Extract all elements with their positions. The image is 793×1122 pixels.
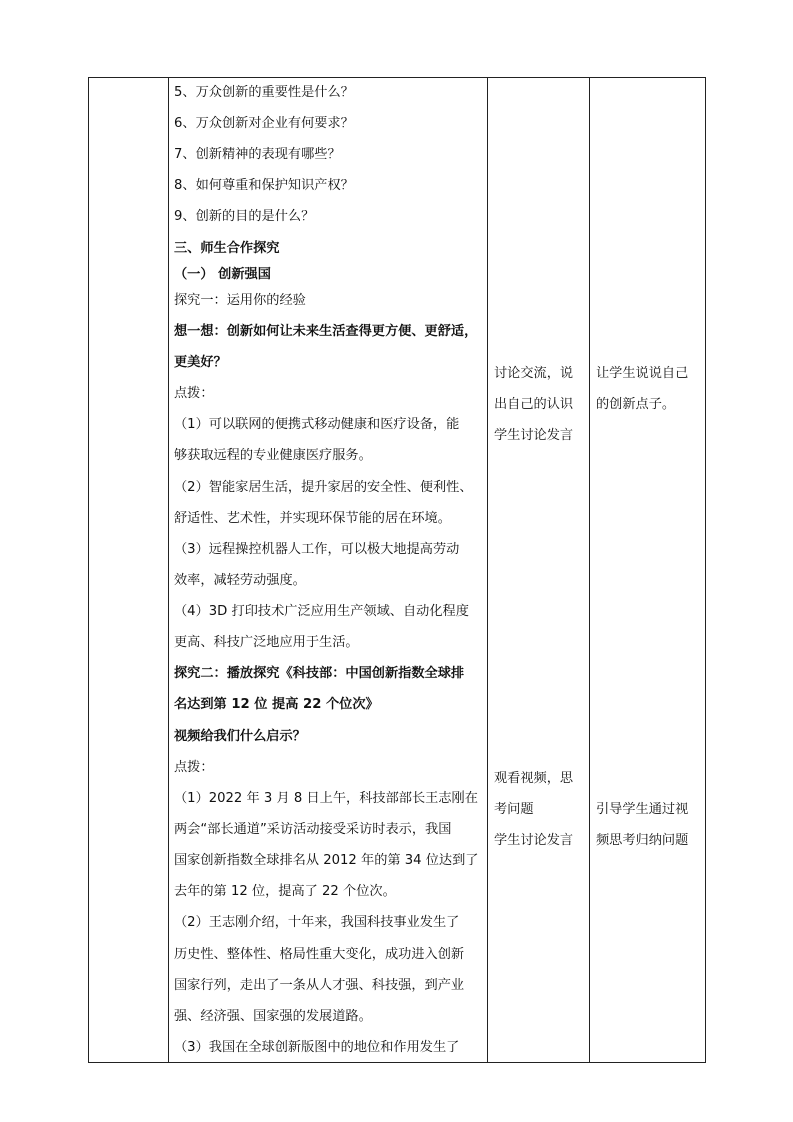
- content-line: 更美好？: [174, 355, 227, 370]
- content-line: 效率，减轻劳动强度。: [174, 573, 306, 588]
- content-line: 强、经济强、国家强的发展道路。: [174, 1009, 372, 1024]
- content-line: 点拨：: [174, 760, 214, 775]
- content-line: 5、万众创新的重要性是什么？: [174, 85, 354, 100]
- design-intent-line: 让学生说说自己: [596, 366, 689, 381]
- content-line: 名达到第 12 位 提高 22 个位次》: [174, 697, 379, 712]
- content-line: 去年的第 12 位，提高了 22 个位次。: [174, 884, 396, 899]
- student-activity-line: 出自己的认识: [494, 397, 574, 412]
- content-line: 舒适性、艺术性，并实现环保节能的居在环境。: [174, 511, 451, 526]
- content-heading: 三、师生合作探究: [174, 241, 280, 256]
- content-line: （2）智能家居生活，提升家居的安全性、便利性、: [174, 480, 473, 495]
- content-line: （3）远程操控机器人工作，可以极大地提高劳动: [174, 542, 460, 557]
- student-activity-line: 讨论交流，说: [494, 366, 574, 381]
- content-line: 9、创新的目的是什么？: [174, 209, 315, 224]
- design-intent-line: 的创新点子。: [596, 397, 676, 412]
- content-line: 国家行列，走出了一条从人才强、科技强，到产业: [174, 978, 465, 993]
- content-line: 点拨：: [174, 386, 214, 401]
- design-intent-line: 频思考归纳问题: [596, 833, 689, 848]
- content-line: （4）3D 打印技术广泛应用生产领域、自动化程度: [174, 604, 469, 619]
- content-line: 探究二：播放探究《科技部：中国创新指数全球排: [174, 666, 465, 681]
- content-line: 历史性、整体性、格局性重大变化，成功进入创新: [174, 947, 465, 962]
- content-line: （1）可以联网的便携式移动健康和医疗设备，能: [174, 417, 460, 432]
- content-line: 视频给我们什么启示？: [174, 729, 306, 744]
- content-heading: （一） 创新强国: [174, 267, 271, 282]
- content-line: 更高、科技广泛地应用于生活。: [174, 635, 359, 650]
- content-line: （1）2022 年 3 月 8 日上午，科技部部长王志刚在: [174, 791, 478, 806]
- student-activity-column: [489, 78, 589, 1062]
- lesson-plan-table: [88, 77, 706, 1063]
- content-line: 探究一：运用你的经验: [174, 293, 306, 308]
- content-line: 8、如何尊重和保护知识产权？: [174, 178, 354, 193]
- column-divider-3: [589, 78, 590, 1062]
- content-line: 够获取远程的专业健康医疗服务。: [174, 448, 372, 463]
- student-activity-line: 考问题: [494, 802, 534, 817]
- content-line: 7、创新精神的表现有哪些？: [174, 147, 341, 162]
- column-divider-1: [168, 78, 169, 1062]
- column-divider-2: [487, 78, 488, 1062]
- student-activity-line: 学生讨论发言: [494, 428, 574, 443]
- content-line: 想一想：创新如何让未来生活查得更方便、更舒适，: [174, 324, 478, 339]
- design-intent-column: [591, 78, 703, 1062]
- content-line: （2）王志刚介绍，十年来，我国科技事业发生了: [174, 915, 460, 930]
- student-activity-line: 学生讨论发言: [494, 833, 574, 848]
- content-line: 两会“部长通道”采访活动接受采访时表示，我国: [174, 822, 452, 837]
- student-activity-line: 观看视频，思: [494, 771, 574, 786]
- content-line: 国家创新指数全球排名从 2012 年的第 34 位达到了: [174, 853, 479, 868]
- content-line: （3）我国在全球创新版图中的地位和作用发生了: [174, 1040, 460, 1055]
- content-line: 6、万众创新对企业有何要求？: [174, 116, 354, 131]
- design-intent-line: 引导学生通过视: [596, 802, 689, 817]
